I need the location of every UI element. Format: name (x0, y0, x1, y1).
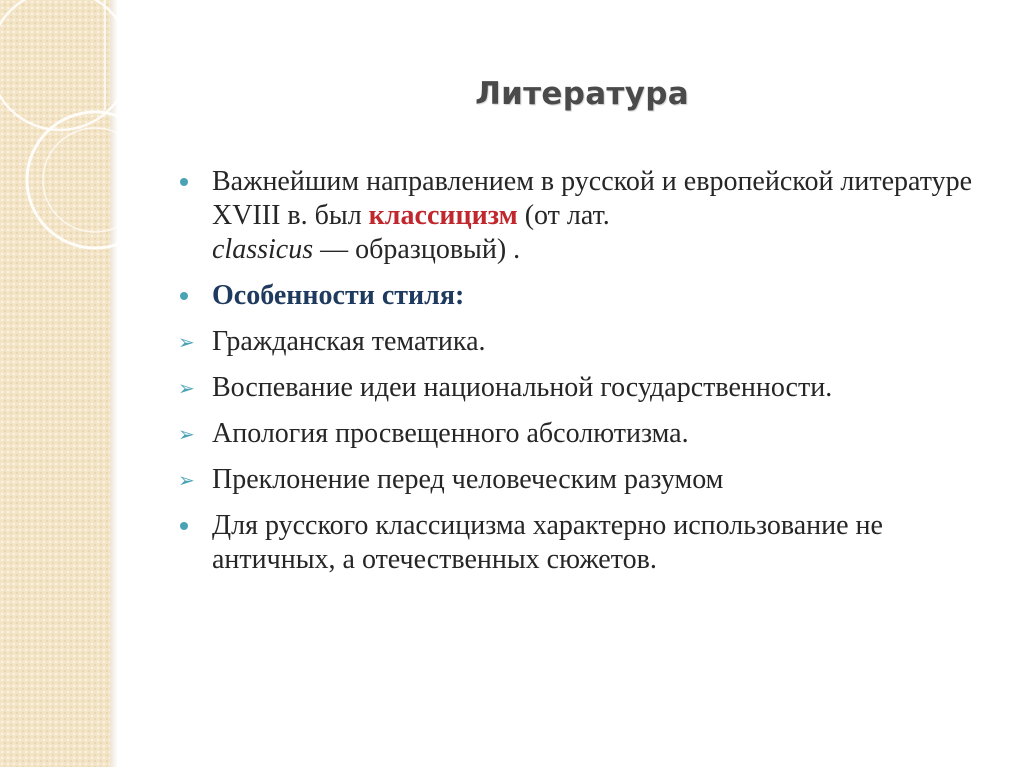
dot-bullet-icon (180, 522, 188, 530)
list-item-human-reason (178, 463, 1008, 497)
item-text-part1: Важнейшим направлением в русской и европейской литературе XVIII в. был (212, 166, 973, 231)
slide-title: Литература (475, 76, 689, 112)
dot-bullet-icon (180, 178, 188, 186)
list-item-absolutism (178, 417, 1008, 451)
list-item-classicism (178, 165, 1008, 267)
item-text: Для русского классицизма характерно использование не античных, а отечественных сюжетов. (212, 510, 883, 575)
arrow-bullet-icon: ➢ (178, 468, 195, 492)
dot-bullet-icon (180, 292, 188, 300)
subheading-style-features: Особенности стиля: (212, 280, 465, 311)
list-item-national-statehood (178, 371, 1008, 405)
item-text: Апология просвещенного абсолютизма. (212, 418, 689, 449)
item-text: Преклонение перед человеческим разумом (212, 464, 724, 495)
slide-content (178, 165, 1008, 589)
strip-shadow-edge (110, 0, 118, 767)
arrow-bullet-icon: ➢ (178, 330, 195, 354)
highlight-classicism: классицизм (368, 200, 518, 231)
arrow-bullet-icon: ➢ (178, 422, 195, 446)
list-item-style-features (178, 279, 1008, 313)
item-text: Гражданская тематика. (212, 326, 486, 357)
arrow-bullet-icon: ➢ (178, 376, 195, 400)
list-item-civic-themes (178, 325, 1008, 359)
item-text: Воспевание идеи национальной государственности. (212, 372, 833, 403)
list-item-national-plots (178, 509, 1008, 577)
decorative-side-strip (0, 0, 110, 767)
item-text-part2: (от лат. (517, 200, 610, 231)
italic-classicus: classicus (212, 234, 314, 265)
item-text-part3: — образцовый) . (313, 234, 521, 265)
